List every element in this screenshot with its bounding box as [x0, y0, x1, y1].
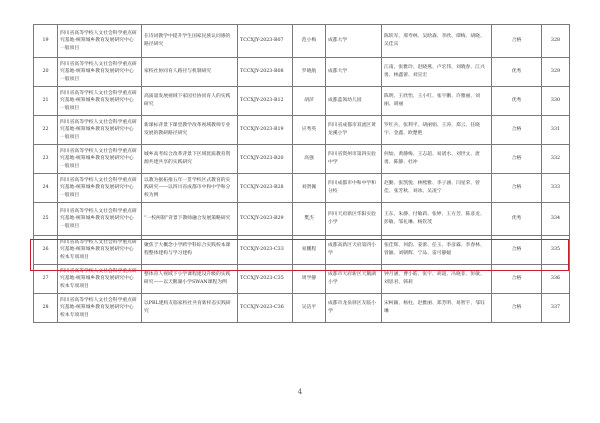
row-category: 四川省高等学校人文社会科学重点研究基地-统筹城乡教育发展研究中心 校本专项项目 — [58, 294, 142, 323]
row-result: 合格 — [492, 25, 542, 58]
row-school: 成都大学 — [326, 25, 382, 58]
row-members: 钟月涵、曹小皓、张宇、胡超、冯晓菲、彭敏、刘思君、韩莉 — [382, 265, 492, 294]
row-leader: 吴洁平 — [293, 294, 326, 323]
row-members: 张佳辉、何韵、姜蕾、任玉、李彦霖、李春林、曾颖、刘朝辉、宁品、雷可静媛 — [382, 236, 492, 265]
table-row — [34, 203, 570, 236]
row-school: 四川省成都市双流区黄龙溪小学 — [326, 116, 382, 145]
row-leader: 周学静 — [293, 265, 326, 294]
table-row — [34, 174, 570, 203]
row-code: TCCXJY-2023-B07 — [238, 25, 293, 58]
row-number: 23 — [34, 145, 58, 174]
row-title: 高质量发展视域下家园社协同育人的实践研究 — [142, 87, 238, 116]
row-school: 成都市龙泉驿区友临小学 — [326, 294, 382, 323]
row-certificate-number: 330 — [542, 87, 570, 116]
row-leader: 应秀英 — [293, 116, 326, 145]
row-title: 家校社协同育人路径与机制研究 — [142, 58, 238, 87]
row-title: 以PBL建构友临家校社共育新样态实践研究 — [142, 294, 238, 323]
row-category: 四川省高等学校人文社会科学重点研究基地-统筹城乡教育发展研究中心 校本专项项目 — [58, 265, 142, 294]
row-result: 优秀 — [492, 58, 542, 87]
row-leader: 刘贤佩 — [293, 174, 326, 203]
row-leader: 易鹏程 — [293, 236, 326, 265]
row-members: 何灿、黄静梅、王志超、易谱水、刘世文、唐勇、陈静、杜冲 — [382, 145, 492, 174]
table-row — [34, 294, 570, 323]
row-code: TCCXJY-2023-B20 — [238, 145, 293, 174]
table-row — [34, 236, 570, 265]
row-code: TCCXJY-2023-B19 — [238, 116, 293, 145]
row-members: 江南、张雅玲、赵晓燕、卢宏伟、刘晓春、江兴勇、林鑫蕾、刘宣宏 — [382, 58, 492, 87]
row-certificate-number: 331 — [542, 116, 570, 145]
row-title: 以教为据拓推五年一贯学校区式教育的实践研究——以四川省成都市中和中学和分校为例 — [142, 174, 238, 203]
row-category: 四川省高等学校人文社会科学重点研究基地-统筹城乡教育发展研究中心 一般项目 — [58, 145, 142, 174]
row-school: 成都蓝领幼儿园 — [326, 87, 382, 116]
row-school: 成都市天府新区天鹅湖小学 — [326, 265, 382, 294]
row-number: 28 — [34, 294, 58, 323]
row-certificate-number: 337 — [542, 294, 570, 323]
row-category: 四川省高等学校人文社会科学重点研究基地-统筹城乡教育发展研究中心 一般项目 — [58, 203, 142, 236]
row-result: 优秀 — [492, 87, 542, 116]
row-members: 宋柯颖、杨柱、赵雅丽、郑芳明、易智宇、邹钰琳 — [382, 294, 492, 323]
row-code: TCCXJY-2023-B28 — [238, 174, 293, 203]
row-members: 陈轶军、邢寿林、吴晗森、李欣、谭梅、胡晓、吴佳宾 — [382, 25, 492, 58]
row-leader: 罗晓航 — [293, 58, 326, 87]
row-members: 陈明、王欣怡、王小红、张宇鹏、许雅丽、刘丽、胡丽 — [382, 87, 492, 116]
row-result: 优秀 — [492, 203, 542, 236]
row-school: 四川天府新区华阳实验小学 — [326, 203, 382, 236]
row-category: 四川省高等学校人文社会科学重点研究基地-统筹城乡教育发展研究中心 一般项目 — [58, 25, 142, 58]
row-certificate-number: 333 — [542, 174, 570, 203]
table-row — [34, 145, 570, 174]
row-title: 城乡高考综合改革背景下区域优质教育资源共建共享的实践研究 — [142, 145, 238, 174]
project-table — [33, 24, 570, 323]
row-category: 四川省高等学校人文社会科学重点研究基地-统筹城乡教育发展研究中心 一般项目 — [58, 58, 142, 87]
page-number: 4 — [297, 388, 303, 396]
row-title: 新课标背景下课堂教学改革视域教师专业发展的教研路径研究 — [142, 116, 238, 145]
row-number: 19 — [34, 25, 58, 58]
table-row — [34, 116, 570, 145]
row-certificate-number: 328 — [542, 25, 570, 58]
row-members: 罗红兵、张利平、胡丽娟、王涛、郑云、任晓宇、金鑫、欧楚艳 — [382, 116, 492, 145]
row-result: 合格 — [492, 236, 542, 265]
row-number: 24 — [34, 174, 58, 203]
row-code: TCCXJY-2023-C36 — [238, 294, 293, 323]
row-category: 四川省高等学校人文社会科学重点研究基地-统筹城乡教育发展研究中心 一般项目 — [58, 174, 142, 203]
row-leader: 胡萍 — [293, 87, 326, 116]
row-result: 合格 — [492, 174, 542, 203]
row-school: 四川省资州市第四实验中学 — [326, 145, 382, 174]
row-category: 四川省高等学校人文社会科学重点研究基地-统筹城乡教育发展研究中心 一般项目 — [58, 87, 142, 116]
row-school: 成都大学 — [326, 58, 382, 87]
row-result: 合格 — [492, 265, 542, 294]
table-row — [34, 87, 570, 116]
row-title: 整体育人视域下小学课程建设升级的实践研究——以天鹅湖小学SWAN课程为例 — [142, 265, 238, 294]
row-leader: 高强 — [293, 145, 326, 174]
row-number: 21 — [34, 87, 58, 116]
row-number: 22 — [34, 116, 58, 145]
row-code: TCCXJY-2023-B29 — [238, 203, 293, 236]
row-certificate-number: 332 — [542, 145, 570, 174]
row-certificate-number: 336 — [542, 265, 570, 294]
row-title: “一校两制”背景下教师融合发展策略研究 — [142, 203, 238, 236]
row-code: TCCXJY-2023-C35 — [238, 265, 293, 294]
row-members: 赵勤、张凯悦、林熙雅、李子涵、闫星荣、曾佳、张芳秋、刘冰、吴凌宁 — [382, 174, 492, 203]
row-certificate-number: 334 — [542, 203, 570, 236]
row-category: 四川省高等学校人文社会科学重点研究基地-统筹城乡教育发展研究中心 校本专项项目 — [58, 236, 142, 265]
row-school: 成都高新区天府第四小学 — [326, 236, 382, 265]
row-certificate-number: 335 — [542, 236, 570, 265]
row-leader: 范小梅 — [293, 25, 326, 58]
row-number: 26 — [34, 236, 58, 265]
row-code: TCCXJY-2023-B12 — [238, 87, 293, 116]
row-school: 四川成都市中和中学和分校 — [326, 174, 382, 203]
row-members: 王东、朱静、付敏莉、张婷、王方芳、陈彦龙、彭敏、邹礼琳、杨钦茂 — [382, 203, 492, 236]
row-title: 聚焦于大概念小学跨学科综合实践校本课程整体建构与学习建构 — [142, 236, 238, 265]
table-row — [34, 265, 570, 294]
row-code: TCCXJY-2023-C33 — [238, 236, 293, 265]
row-category: 四川省高等学校人文社会科学重点研究基地-统筹城乡教育发展研究中心 一般项目 — [58, 116, 142, 145]
row-result: 合格 — [492, 116, 542, 145]
table-row — [34, 25, 570, 58]
table-row — [34, 58, 570, 87]
row-number: 20 — [34, 58, 58, 87]
row-number: 27 — [34, 265, 58, 294]
row-leader: 樊杰 — [293, 203, 326, 236]
row-title: 在诗词教学中提升学生国家民族认同感的路径研究 — [142, 25, 238, 58]
row-result: 合格 — [492, 294, 542, 323]
row-certificate-number: 329 — [542, 58, 570, 87]
row-number: 25 — [34, 203, 58, 236]
row-result: 合格 — [492, 145, 542, 174]
row-code: TCCXJY-2023-B08 — [238, 58, 293, 87]
